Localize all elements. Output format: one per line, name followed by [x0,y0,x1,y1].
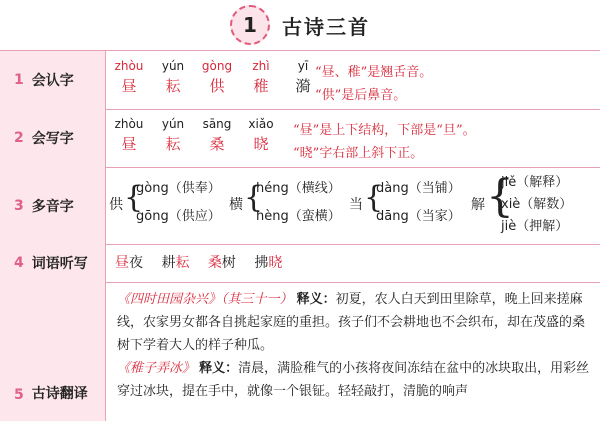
character: 漪 [295,77,311,95]
note: “昼、稚”是翘舌音。 [315,65,433,80]
reading: gòng（供奉） [136,181,221,196]
row-number: 3 [14,197,24,214]
character: 稚 [253,77,269,95]
brace-icon: { [364,180,384,215]
reading: jiè（押解） [501,219,569,234]
paragraph-text: 初夏，农人白天到田里除草，晚上回来搓麻线，农家男女都各自挑起家庭的重担。孩子们不会耕地也不会织布，却在茂盛的桑树下学着大人的样子种瓜。 [117,292,586,353]
row-write [0,109,600,168]
character: 昼 [121,135,137,153]
row-label [0,51,106,109]
row-polyphones [0,167,600,245]
row-title: 古诗翻译 [31,386,88,402]
polyphone-char: 当 [349,197,363,213]
polyphone-char: 供 [109,197,123,213]
char-item [195,59,239,96]
polyphone-char: 横 [229,197,243,213]
row-label [0,282,106,421]
row-label [0,109,106,167]
row-title: 会写字 [31,131,74,147]
reading: gōng（供应） [136,209,221,224]
row-label [0,167,106,244]
character: 供 [209,77,225,95]
poem-title: 《四时田园杂兴》（其三十一） [117,292,293,307]
pinyin: zhì [252,59,270,73]
pinyin: gòng [201,59,233,73]
word-item: 拂晓 [254,255,283,271]
reading: héng（横线） [256,181,341,196]
lesson-table [0,50,600,421]
translation-paragraph [117,357,597,403]
char-item [239,117,283,154]
brace-icon: { [486,171,514,222]
row-number: 1 [14,72,24,88]
lesson-header [0,0,600,50]
paragraph-text: 清晨，满脸稚气的小孩将夜间冻结在盆中的冰块取出，用彩丝穿过冰块，提在手中，就像一个银钲。轻轻敲打，清脆的响声 [117,361,590,399]
pinyin: yún [161,117,185,131]
row-number: 2 [14,130,24,146]
word-item: 昼夜 [115,255,143,271]
pinyin: sāng [202,117,232,131]
character: 耘 [165,135,181,153]
note: “昼”是上下结构，下部是“旦”。 [293,123,476,138]
char-item [195,117,239,154]
lesson-number-badge: 1 [230,5,270,45]
char-item [107,59,151,96]
char-item [151,59,195,96]
reading: dāng（当家） [376,209,461,224]
reading: hèng（蛮横） [256,209,341,224]
keyword: 释义： [199,361,239,376]
pinyin: xiǎo [248,117,274,131]
row-content [105,109,600,167]
translation-text [117,288,597,403]
row-content [105,244,600,282]
row-number: 4 [14,255,24,271]
row-title: 多音字 [31,198,74,215]
pinyin: yī [297,59,309,73]
note: “供”是后鼻音。 [315,88,407,103]
keyword: 释义： [296,292,336,307]
row-label [0,244,106,282]
row-translation [0,282,600,421]
row-number: 5 [14,387,24,403]
character: 昼 [121,77,137,95]
char-item [107,117,151,154]
brace-icon: { [124,180,144,215]
row-content [105,167,600,244]
lesson-title: 古诗三首 [282,14,370,39]
row-dictation [0,244,600,283]
word-list [115,252,296,272]
reading: dàng（当铺） [376,181,461,196]
pinyin: zhòu [114,117,144,131]
reading: jiě（解释） [501,175,569,190]
row-title: 词语听写 [31,256,88,272]
row-content [105,51,600,109]
poem-title: 《稚子弄冰》 [117,361,196,376]
pinyin: zhòu [114,59,144,73]
word-item: 耕耘 [161,255,190,271]
character: 晓 [253,135,269,153]
row-content [105,282,600,421]
row-title: 会认字 [31,73,74,89]
translation-paragraph [117,288,597,357]
row-recognize [0,51,600,110]
brace-icon: { [244,180,264,215]
char-item [239,59,283,96]
word-item: 桑树 [207,255,236,271]
pinyin: yún [161,59,185,73]
character: 耘 [165,77,181,95]
polyphone-char: 解 [471,197,485,213]
reading: xiè（解数） [501,197,573,212]
char-item [151,117,195,154]
note: “晓”字右部上斜下正。 [293,146,424,161]
character: 桑 [209,135,225,153]
